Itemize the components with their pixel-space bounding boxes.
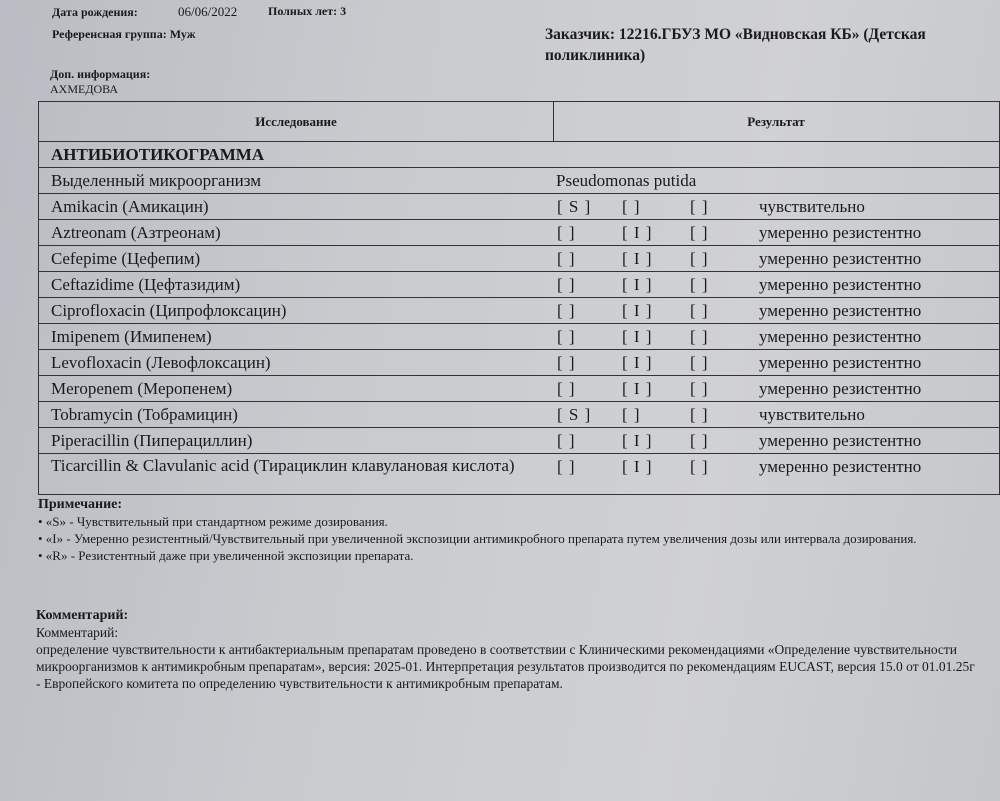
interpretation: умеренно резистентно — [759, 223, 922, 242]
table-row — [39, 194, 999, 220]
extra-info-label: Доп. информация: — [50, 67, 151, 81]
table-row — [39, 220, 999, 246]
result-bracket-s: [ S ] — [557, 405, 592, 424]
result-bracket-i: [ I ] — [622, 301, 653, 320]
result-bracket-s: [ ] — [557, 327, 576, 346]
table-row — [39, 298, 999, 324]
interpretation: умеренно резистентно — [759, 301, 922, 320]
result-bracket-i: [ I ] — [622, 379, 653, 398]
table-row — [39, 350, 999, 376]
result-bracket-s: [ ] — [557, 457, 576, 476]
antibiotic-name: Amikacin (Амикацин) — [51, 197, 209, 216]
result-bracket-r: [ ] — [690, 223, 709, 242]
antibiotic-name: Piperacillin (Пиперациллин) — [51, 431, 253, 450]
interpretation: чувствительно — [759, 405, 865, 424]
table-row — [39, 402, 999, 428]
antibiogram-table — [38, 101, 1000, 495]
comment-text: определение чувствительности к антибактериальным препаратам проведено в соответствии с Клиническими рекомендациями «Определение чувствительности микроорганизмов к антимикробным препаратам», версия: 2025-01. Интерпретация результатов производится по рекомендациям EUCAST, версия 15.0 от 01.01.25г - Европейского комитета по определению чувствительности к антимикробным препаратам. — [36, 642, 975, 691]
antibiotic-name: Tobramycin (Тобрамицин) — [51, 405, 238, 424]
organism-label: Выделенный микроорганизм — [51, 171, 262, 190]
customer-info: Заказчик: 12216.ГБУЗ МО «Видновская КБ» (Детская поликлиника) — [545, 26, 926, 64]
interpretation: умеренно резистентно — [759, 379, 922, 398]
result-bracket-r: [ ] — [690, 379, 709, 398]
interpretation: умеренно резистентно — [759, 431, 922, 450]
interpretation: умеренно резистентно — [759, 457, 922, 476]
antibiotic-name: Ticarcillin & Clavulanic acid (Тирациклин клавулановая кислота) — [51, 456, 515, 475]
result-bracket-s: [ ] — [557, 223, 576, 242]
notes-section — [38, 496, 993, 564]
antibiotic-name: Levofloxacin (Левофлоксацин) — [51, 353, 271, 372]
interpretation: умеренно резистентно — [759, 353, 922, 372]
interpretation: умеренно резистентно — [759, 249, 922, 268]
antibiotic-name: Imipenem (Имипенем) — [51, 327, 212, 346]
result-bracket-i: [ I ] — [622, 275, 653, 294]
result-bracket-i: [ I ] — [622, 353, 653, 372]
age-label: Полных лет: 3 — [268, 4, 347, 18]
result-bracket-r: [ ] — [690, 431, 709, 450]
antibiotic-name: Meropenem (Меропенем) — [51, 379, 233, 398]
table-row — [39, 324, 999, 350]
interpretation: чувствительно — [759, 197, 865, 216]
table-row — [39, 454, 999, 496]
result-bracket-r: [ ] — [690, 275, 709, 294]
note-item: • «S» - Чувствительный при стандартном режиме дозирования. — [38, 514, 388, 529]
result-bracket-r: [ ] — [690, 301, 709, 320]
dob-label: Дата рождения: — [52, 5, 138, 19]
antibiotic-name: Ceftazidime (Цефтазидим) — [51, 275, 241, 294]
result-bracket-i: [ ] — [622, 405, 641, 424]
result-bracket-i: [ I ] — [622, 457, 653, 476]
result-bracket-r: [ ] — [690, 249, 709, 268]
result-bracket-i: [ I ] — [622, 249, 653, 268]
table-row — [39, 246, 999, 272]
result-bracket-r: [ ] — [690, 353, 709, 372]
result-bracket-s: [ ] — [557, 431, 576, 450]
result-bracket-r: [ ] — [690, 197, 709, 216]
note-item: • «R» - Резистентный даже при увеличенной экспозиции препарата. — [38, 548, 414, 563]
result-bracket-i: [ I ] — [622, 223, 653, 242]
column-header-result: Результат — [747, 114, 805, 129]
result-bracket-i: [ I ] — [622, 431, 653, 450]
result-bracket-i: [ ] — [622, 197, 641, 216]
result-bracket-s: [ S ] — [557, 197, 592, 216]
result-bracket-s: [ ] — [557, 379, 576, 398]
result-bracket-s: [ ] — [557, 249, 576, 268]
interpretation: умеренно резистентно — [759, 327, 922, 346]
result-bracket-s: [ ] — [557, 353, 576, 372]
antibiotic-name: Aztreonam (Азтреонам) — [51, 223, 221, 242]
antibiotic-name: Cefepime (Цефепим) — [51, 249, 201, 268]
note-item: • «I» - Умеренно резистентный/Чувствительный при увеличенной экспозиции антимикробного препарата путем увеличения дозы или интервала дозирования. — [38, 531, 917, 546]
table-row — [39, 272, 999, 298]
table-header — [39, 102, 999, 142]
result-bracket-s: [ ] — [557, 275, 576, 294]
comment-label: Комментарий: — [36, 625, 119, 640]
result-bracket-r: [ ] — [690, 405, 709, 424]
patient-name: АХМЕДОВА — [50, 82, 119, 96]
antibiotic-name: Ciprofloxacin (Ципрофлоксацин) — [51, 301, 287, 320]
table-row — [39, 428, 999, 454]
reference-group: Референсная группа: Муж — [52, 27, 196, 41]
comment-section — [36, 607, 976, 692]
notes-title: Примечание: — [38, 497, 123, 512]
result-bracket-i: [ I ] — [622, 327, 653, 346]
table-row — [39, 376, 999, 402]
dob-value: 06/06/2022 — [178, 4, 238, 19]
result-bracket-r: [ ] — [690, 327, 709, 346]
interpretation: умеренно резистентно — [759, 275, 922, 294]
section-title: АНТИБИОТИКОГРАММА — [39, 142, 999, 168]
result-bracket-r: [ ] — [690, 457, 709, 476]
organism-value: Pseudomonas putida — [556, 171, 697, 190]
comment-title: Комментарий: — [36, 608, 129, 623]
result-bracket-s: [ ] — [557, 301, 576, 320]
organism-row — [39, 168, 999, 194]
column-header-study: Исследование — [255, 114, 337, 129]
